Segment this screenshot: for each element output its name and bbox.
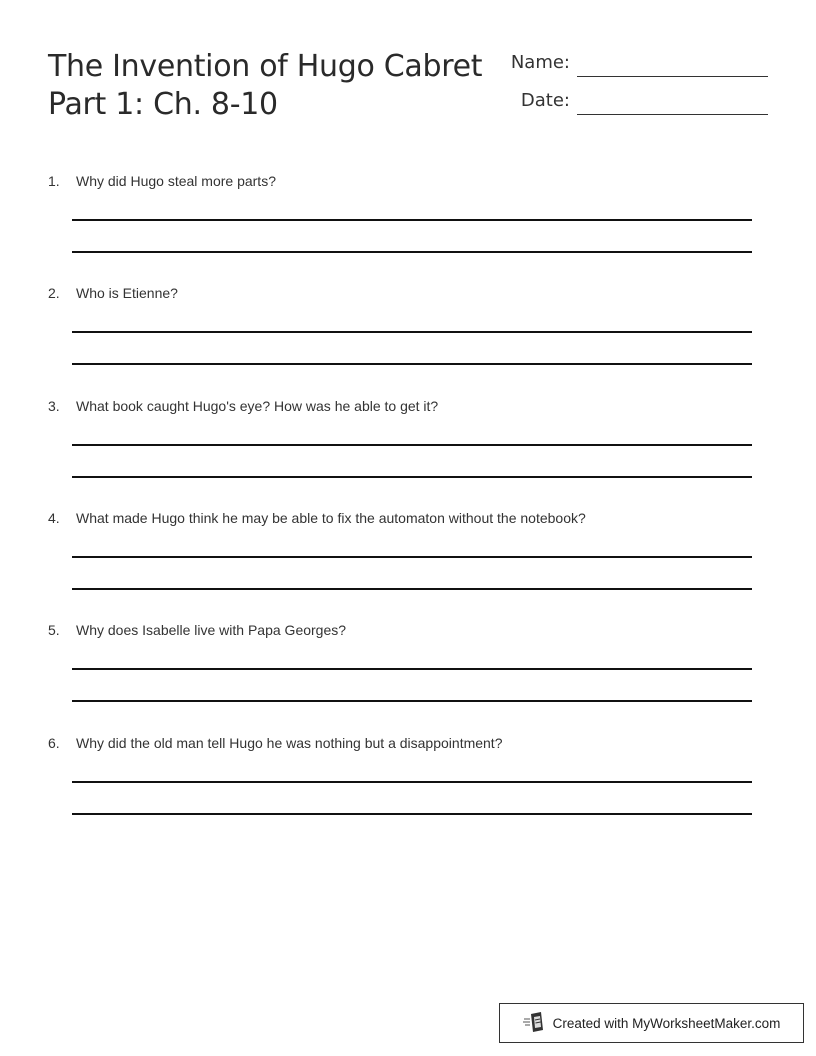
- date-input-line[interactable]: [577, 114, 768, 115]
- answer-line[interactable]: [72, 476, 752, 478]
- question-5: [48, 622, 346, 638]
- answer-line[interactable]: [72, 444, 752, 446]
- answer-line[interactable]: [72, 668, 752, 670]
- question-text: Who is Etienne?: [76, 285, 178, 301]
- name-label: Name:: [510, 52, 570, 73]
- question-3: [48, 398, 438, 414]
- question-text: What book caught Hugo's eye? How was he able to get it?: [76, 398, 439, 414]
- title-line-1: The Invention of Hugo Cabret: [48, 49, 483, 84]
- name-input-line[interactable]: [577, 76, 768, 77]
- name-field: [470, 52, 570, 76]
- question-1: [48, 173, 276, 189]
- answer-line[interactable]: [72, 813, 752, 815]
- date-field: [470, 90, 570, 114]
- question-2: [48, 285, 178, 301]
- footer-credit[interactable]: [499, 1003, 804, 1043]
- question-number: 1.: [48, 173, 60, 189]
- answer-line[interactable]: [72, 363, 752, 365]
- question-number: 5.: [48, 622, 60, 638]
- question-number: 3.: [48, 398, 60, 414]
- question-text: What made Hugo think he may be able to fix the automaton without the notebook?: [76, 510, 586, 526]
- question-text: Why did the old man tell Hugo he was nothing but a disappointment?: [76, 735, 503, 751]
- answer-line[interactable]: [72, 556, 752, 558]
- question-number: 4.: [48, 510, 60, 526]
- worksheet-logo-icon: [523, 1011, 547, 1036]
- title-line-2: Part 1: Ch. 8-10: [48, 87, 278, 122]
- answer-line[interactable]: [72, 219, 752, 221]
- question-number: 2.: [48, 285, 60, 301]
- answer-line[interactable]: [72, 251, 752, 253]
- question-text: Why did Hugo steal more parts?: [76, 173, 276, 189]
- date-label: Date:: [520, 90, 570, 111]
- question-6: [48, 735, 503, 751]
- question-text: Why does Isabelle live with Papa Georges?: [76, 622, 347, 638]
- answer-line[interactable]: [72, 588, 752, 590]
- answer-line[interactable]: [72, 331, 752, 333]
- answer-line[interactable]: [72, 781, 752, 783]
- question-number: 6.: [48, 735, 60, 751]
- answer-line[interactable]: [72, 700, 752, 702]
- question-4: [48, 510, 586, 526]
- footer-text: Created with MyWorksheetMaker.com: [552, 1015, 781, 1031]
- worksheet-title: [48, 48, 482, 124]
